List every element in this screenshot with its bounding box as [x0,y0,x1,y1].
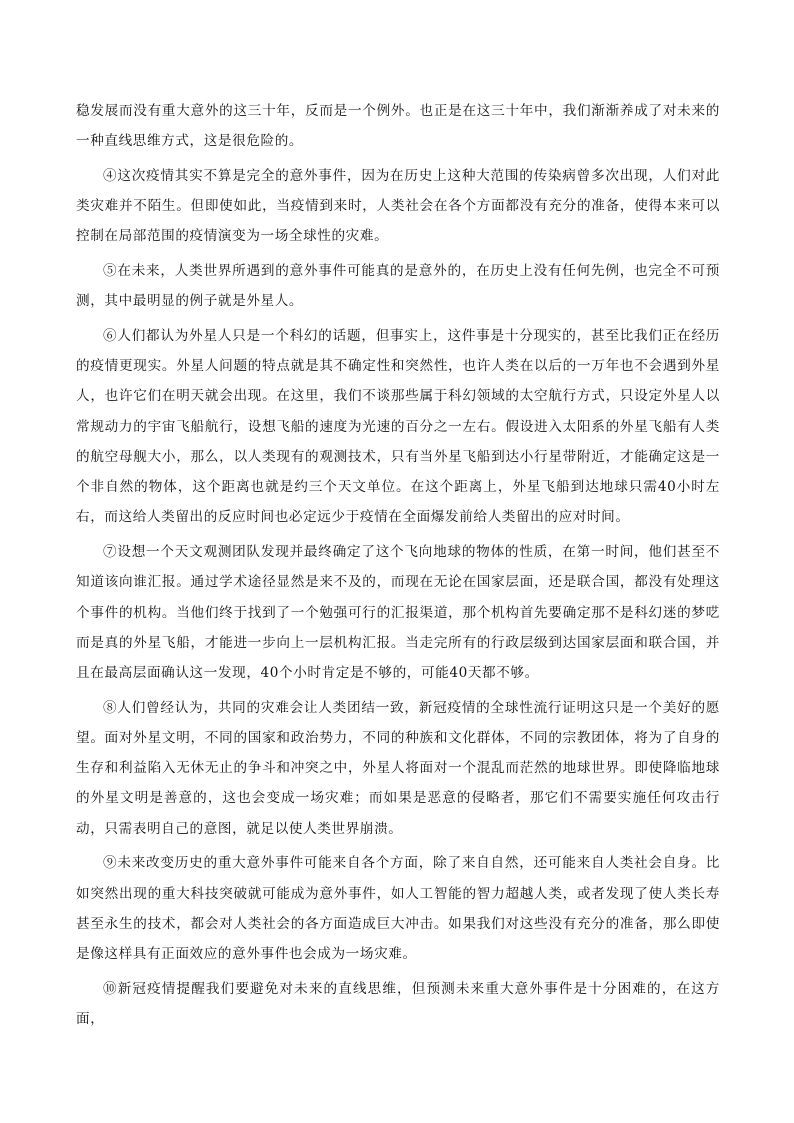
paragraph-7: ⑦设想一个天文观测团队发现并最终确定了这个飞向地球的物体的性质，在第一时间，他们甚至不知道该向谁汇报。通过学术途径显然是来不及的，而现在无论在国家层面，还是联合国，都没有处理这个事件的机构。当他们终于找到了一个勉强可行的汇报渠道，那个机构首先要确定那不是科幻迷的梦呓而是真的外星飞船，才能进一步向上一层机构汇报。当走完所有的行政层级到达国家层面和联合国，并且在最高层面确认这一发现，40个小时肯定是不够的，可能40天都不够。 [76,543,720,682]
paragraph-9: ⑨未来改变历史的重大意外事件可能来自各个方面，除了来自自然，还可能来自人类社会自身。比如突然出现的重大科技突破就可能成为意外事件，如人工智能的智力超越人类，或者发现了使人类长寿甚至永生的技术，都会对人类社会的各方面造成巨大冲击。如果我们对这些没有充分的准备，那么即使是像这样具有正面效应的意外事件也会成为一场灾难。 [76,855,720,963]
paragraph-4: ④这次疫情其实不算是完全的意外事件，因为在历史上这种大范围的传染病曾多次出现，人们对此类灾难并不陌生。但即使如此，当疫情到来时，人类社会在各个方面都没有充分的准备，使得本来可以控制在局部范围的疫情演变为一场全球性的灾难。 [76,167,720,245]
paragraph-8: ⑧人们曾经认为，共同的灾难会让人类团结一致，新冠疫情的全球性流行证明这只是一个美好的愿望。面对外星文明，不同的国家和政治势力，不同的种族和文化群体，不同的宗教团体，将为了自身的生存和利益陷入无休无止的争斗和冲突之中，外星人将面对一个混乱而茫然的地球世界。即使降临地球的外星文明是善意的，这也会变成一场灾难；而如果是恶意的侵略者，那它们不需要实施任何攻击行动，只需表明自己的意图，就足以使人类世界崩溃。 [76,699,720,837]
paragraph-6: ⑥人们都认为外星人只是一个科幻的话题，但事实上，这件事是十分现实的，甚至比我们正在经历的疫情更现实。外星人问题的特点就是其不确定性和突然性，也许人类在以后的一万年也不会遇到外星人，也许它们在明天就会出现。在这里，我们不谈那些属于科幻领域的太空航行方式，只设定外星人以常规动力的宇宙飞船航行，设想飞船的速度为光速的百分之一左右。假设进入太阳系的外星飞船有人类的航空母舰大小，那么，以人类现有的观测技术，只有当外星飞船到达小行星带附近，才能确定这是一个非自然的物体，这个距离也就是约三个天文单位。在这个距离上，外星飞船到达地球只需40小时左右，而这给人类留出的反应时间也必定远少于疫情在全面爆发前给人类留出的应对时间。 [76,327,720,526]
paragraph-continuation: 稳发展而没有重大意外的这三十年，反而是一个例外。也正是在这三十年中，我们渐渐养成了对未来的一种直线思维方式，这是很危险的。 [76,103,720,150]
paragraph-5: ⑤在未来，人类世界所遇到的意外事件可能真的是意外的，在历史上没有任何先例，也完全不可预测，其中最明显的例子就是外星人。 [76,262,720,310]
paragraph-10: ⑩新冠疫情提醒我们要避免对未来的直线思维，但预测未来重大意外事件是十分困难的，在这方面， [76,980,720,1027]
document-page [76,96,720,1038]
